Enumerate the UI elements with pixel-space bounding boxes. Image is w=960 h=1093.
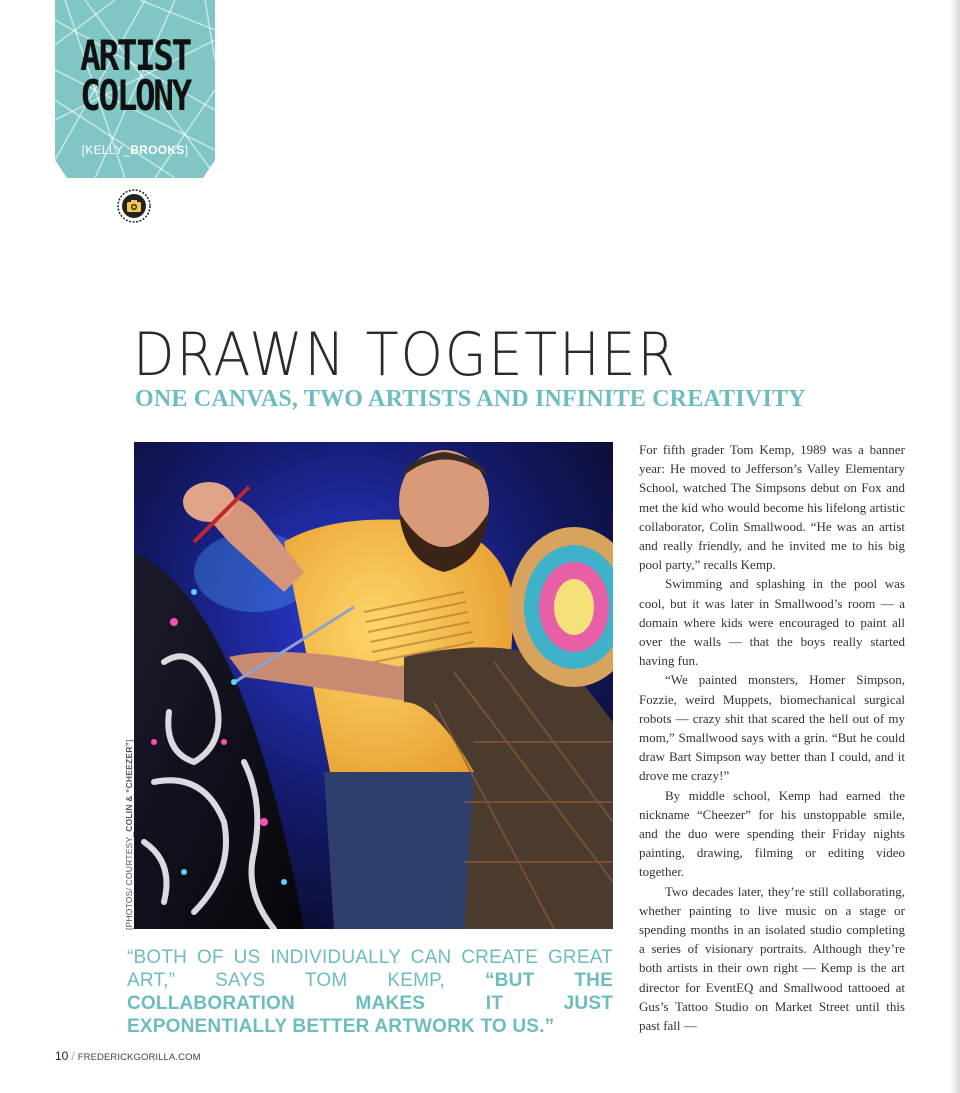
page-number: 10: [55, 1049, 69, 1063]
photo-credit-suffix: ]: [124, 739, 134, 742]
folio-separator: /: [71, 1049, 75, 1063]
page-edge-shadow: [950, 0, 960, 1093]
pull-quote-regular: “BOTH OF US INDIVIDUALLY CAN CREATE GREAT ART,” SAYS TOM KEMP,: [127, 947, 613, 991]
author-byline: [55, 143, 215, 157]
body-paragraph: Two decades later, they’re still collaborating, whether painting to live music on a stage or spending months in an isolated studio completing a series of visionary portraits. Although they’re both artists in their own right — Kemp is the art director for EventEQ and Smallwood tattooed at Gus’s Tattoo Studio on Market Street until this past fall —: [639, 883, 905, 1034]
photo-credit-prefix: [PHOTOS/ COURTESY_: [124, 831, 134, 930]
article-photo: [134, 442, 613, 929]
article-headline: DRAWN TOGETHER: [133, 320, 677, 390]
badge-title-line1: ARTIST: [80, 31, 190, 80]
artist-colony-badge: [55, 0, 215, 180]
body-paragraph: Swimming and splashing in the pool was cool, but it was later in Smallwood’s room — a domain where kids were encouraged to paint all over the walls — that the boys really started having fun.: [639, 576, 905, 669]
page-folio: [55, 1049, 201, 1063]
camera-icon: [117, 189, 151, 223]
article-subhead: ONE CANVAS, TWO ARTISTS AND INFINITE CREATIVITY: [135, 386, 806, 412]
photo-credit-names: COLIN & “CHEEZER”: [124, 741, 134, 832]
article-body: [639, 440, 905, 1035]
pull-quote: [127, 946, 613, 1038]
body-paragraph: By middle school, Kemp had earned the nickname “Cheezer” for his unstoppable smile, and the duo were spending their Friday nights painting, drawing, filming or editing video together.: [639, 787, 905, 880]
author-name: BROOKS: [130, 143, 185, 157]
byline-suffix: ]: [184, 143, 189, 157]
pull-quote-emphasis: “BUT THE COLLABORATION MAKES IT JUST EXPONENTIALLY BETTER ARTWORK TO US.”: [127, 970, 613, 1037]
photo-credit: [124, 739, 134, 930]
body-paragraph: For fifth grader Tom Kemp, 1989 was a banner year: He moved to Jefferson’s Valley Elementary School, watched The Simpsons debut on Fox and met the kid who would become his lifelong artistic collaborator, Colin Smallwood. “He was an artist and really friendly, and he invited me to his big pool party,” recalls Kemp.: [639, 442, 905, 573]
byline-prefix: [KELLY_: [81, 143, 131, 157]
badge-title-line2: COLONY: [80, 71, 190, 120]
body-paragraph: “We painted monsters, Homer Simpson, Fozzie, weird Muppets, biomechanical surgical robots — crazy shit that scared the hell out of my mom,” Smallwood says with a grin. “But he could draw Bart Simpson way better than I could, and it drove me crazy!”: [639, 672, 905, 784]
site-url: FREDERICKGORILLA.COM: [77, 1052, 201, 1063]
